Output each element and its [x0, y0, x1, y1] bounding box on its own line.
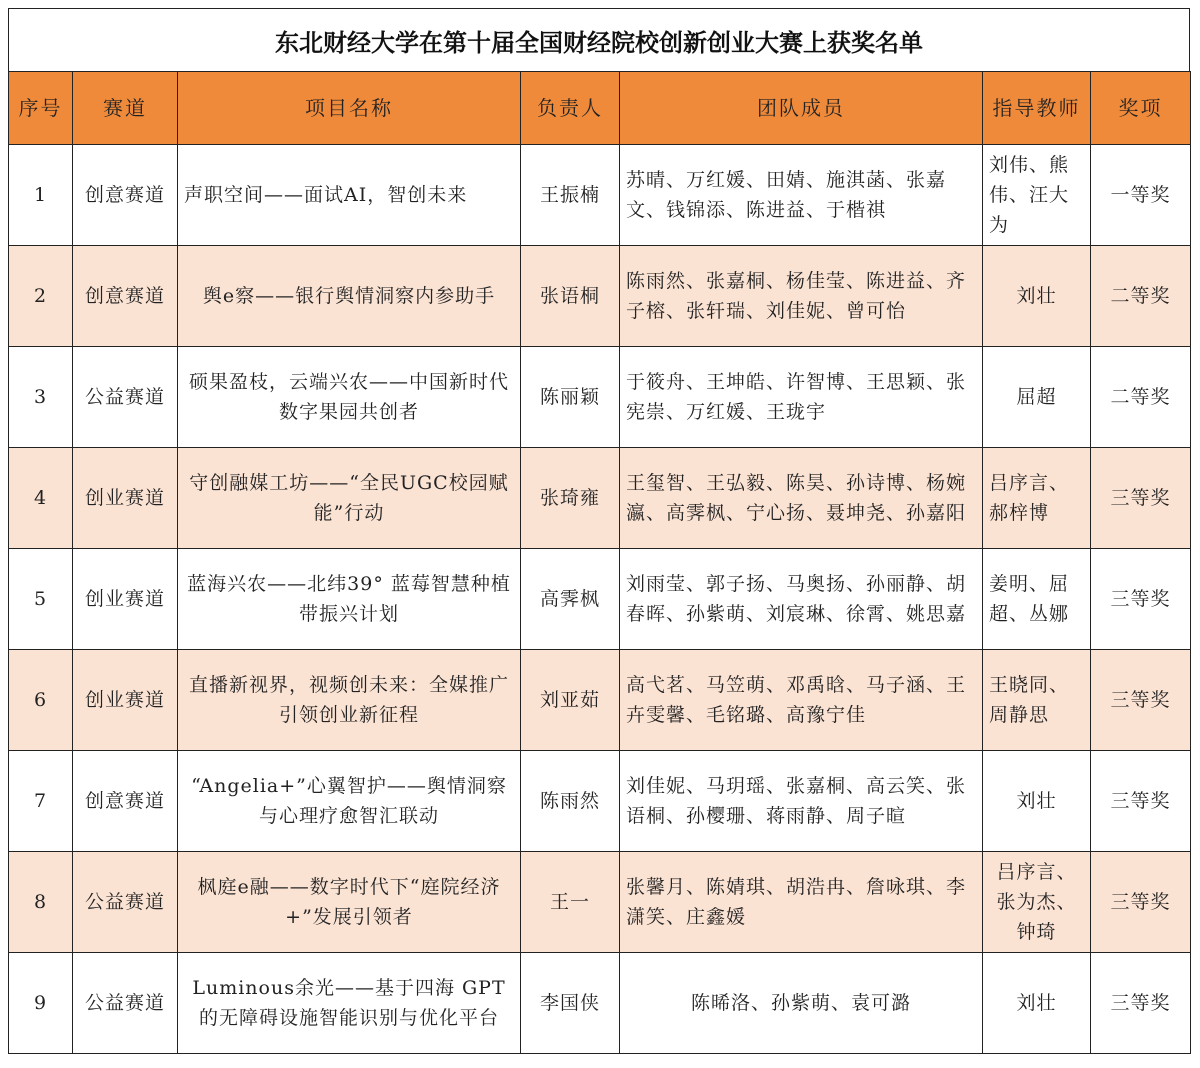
- col-header-track: 赛道: [73, 72, 178, 145]
- cell-track: 创业赛道: [73, 650, 178, 751]
- cell-advisor: 姜明、屈超、丛娜: [983, 549, 1091, 650]
- cell-award: 三等奖: [1091, 751, 1191, 852]
- cell-project: 声职空间——面试AI，智创未来: [178, 145, 521, 246]
- cell-award: 三等奖: [1091, 549, 1191, 650]
- cell-no: 8: [9, 852, 73, 953]
- cell-members: 高弋茗、马笠萌、邓禹晗、马子涵、王卉雯馨、毛铭璐、高豫宁佳: [620, 650, 983, 751]
- col-header-members: 团队成员: [620, 72, 983, 145]
- page-title: 东北财经大学在第十届全国财经院校创新创业大赛上获奖名单: [8, 8, 1190, 71]
- cell-leader: 王一: [521, 852, 620, 953]
- table-row: [9, 347, 1191, 448]
- cell-project: 直播新视界，视频创未来：全媒推广引领创业新征程: [178, 650, 521, 751]
- table-row: [9, 751, 1191, 852]
- award-sheet: [8, 8, 1190, 1054]
- cell-advisor: 刘壮: [983, 751, 1091, 852]
- cell-advisor: 刘壮: [983, 953, 1091, 1054]
- cell-leader: 张琦雍: [521, 448, 620, 549]
- cell-members: 陈晞洛、孙紫萌、袁可潞: [620, 953, 983, 1054]
- cell-no: 5: [9, 549, 73, 650]
- cell-award: 三等奖: [1091, 852, 1191, 953]
- cell-no: 1: [9, 145, 73, 246]
- cell-track: 公益赛道: [73, 347, 178, 448]
- col-header-award: 奖项: [1091, 72, 1191, 145]
- table-row: [9, 246, 1191, 347]
- cell-no: 4: [9, 448, 73, 549]
- cell-advisor: 刘伟、熊伟、汪大为: [983, 145, 1091, 246]
- cell-track: 公益赛道: [73, 953, 178, 1054]
- cell-advisor: 刘壮: [983, 246, 1091, 347]
- table-row: [9, 145, 1191, 246]
- header-row: [9, 72, 1191, 145]
- cell-project: 硕果盈枝，云端兴农——中国新时代数字果园共创者: [178, 347, 521, 448]
- cell-no: 7: [9, 751, 73, 852]
- cell-award: 三等奖: [1091, 448, 1191, 549]
- table-row: [9, 650, 1191, 751]
- col-header-no: 序号: [9, 72, 73, 145]
- cell-leader: 张语桐: [521, 246, 620, 347]
- cell-award: 二等奖: [1091, 347, 1191, 448]
- cell-project: Luminous余光——基于四海 GPT的无障碍设施智能识别与优化平台: [178, 953, 521, 1054]
- cell-no: 3: [9, 347, 73, 448]
- cell-track: 创意赛道: [73, 145, 178, 246]
- cell-members: 刘雨莹、郭子扬、马奥扬、孙丽静、胡春晖、孙紫萌、刘宸琳、徐霄、姚思嘉: [620, 549, 983, 650]
- cell-track: 创业赛道: [73, 448, 178, 549]
- cell-track: 创意赛道: [73, 246, 178, 347]
- cell-award: 二等奖: [1091, 246, 1191, 347]
- cell-advisor: 吕序言、张为杰、钟琦: [983, 852, 1091, 953]
- cell-project: 枫庭e融——数字时代下“庭院经济+”发展引领者: [178, 852, 521, 953]
- table-row: [9, 953, 1191, 1054]
- cell-members: 王玺智、王弘毅、陈昊、孙诗博、杨婉瀛、高霁枫、宁心扬、聂坤尧、孙嘉阳: [620, 448, 983, 549]
- cell-members: 张馨月、陈婧琪、胡浩冉、詹咏琪、李潇笑、庄鑫媛: [620, 852, 983, 953]
- col-header-advisor: 指导教师: [983, 72, 1091, 145]
- cell-advisor: 王晓同、周静思: [983, 650, 1091, 751]
- table-row: [9, 448, 1191, 549]
- cell-leader: 刘亚茹: [521, 650, 620, 751]
- cell-leader: 王振楠: [521, 145, 620, 246]
- cell-award: 三等奖: [1091, 953, 1191, 1054]
- table-row: [9, 549, 1191, 650]
- col-header-leader: 负责人: [521, 72, 620, 145]
- cell-no: 6: [9, 650, 73, 751]
- cell-members: 刘佳妮、马玥瑶、张嘉桐、高云笑、张语桐、孙樱珊、蒋雨静、周子暄: [620, 751, 983, 852]
- cell-leader: 高霁枫: [521, 549, 620, 650]
- cell-track: 创业赛道: [73, 549, 178, 650]
- cell-members: 苏晴、万红媛、田婧、施淇菡、张嘉文、钱锦添、陈进益、于楷祺: [620, 145, 983, 246]
- cell-project: 舆e察——银行舆情洞察内参助手: [178, 246, 521, 347]
- cell-leader: 陈丽颖: [521, 347, 620, 448]
- cell-award: 一等奖: [1091, 145, 1191, 246]
- cell-leader: 陈雨然: [521, 751, 620, 852]
- cell-advisor: 屈超: [983, 347, 1091, 448]
- cell-track: 公益赛道: [73, 852, 178, 953]
- cell-track: 创意赛道: [73, 751, 178, 852]
- cell-no: 2: [9, 246, 73, 347]
- cell-project: 蓝海兴农——北纬39° 蓝莓智慧种植带振兴计划: [178, 549, 521, 650]
- cell-members: 于筱舟、王坤皓、许智博、王思颖、张宪崇、万红媛、王珑宇: [620, 347, 983, 448]
- table-row: [9, 852, 1191, 953]
- cell-project: 守创融媒工坊——“全民UGC校园赋能”行动: [178, 448, 521, 549]
- cell-project: “Angelia+”心翼智护——舆情洞察与心理疗愈智汇联动: [178, 751, 521, 852]
- cell-members: 陈雨然、张嘉桐、杨佳莹、陈进益、齐子榕、张轩瑞、刘佳妮、曾可怡: [620, 246, 983, 347]
- award-table: [8, 71, 1191, 1054]
- col-header-project: 项目名称: [178, 72, 521, 145]
- cell-award: 三等奖: [1091, 650, 1191, 751]
- cell-advisor: 吕序言、郝梓博: [983, 448, 1091, 549]
- cell-leader: 李国侠: [521, 953, 620, 1054]
- cell-no: 9: [9, 953, 73, 1054]
